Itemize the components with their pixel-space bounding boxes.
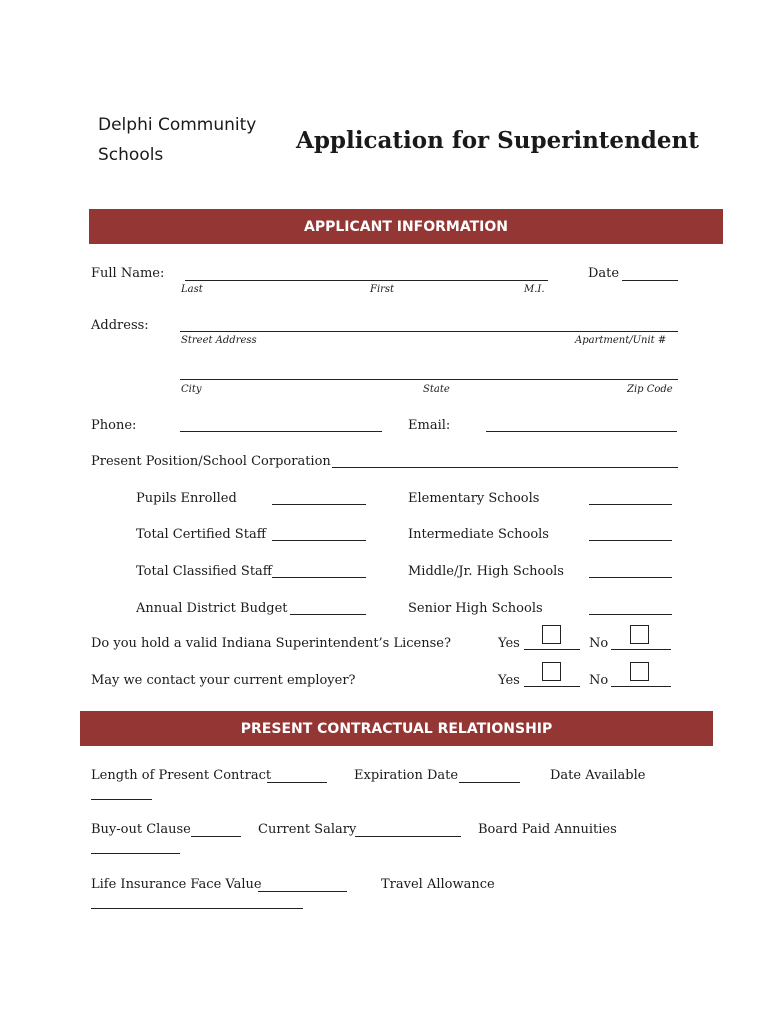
total-classified-staff-label: Total Classified Staff — [136, 564, 273, 579]
date-available-label: Date Available — [550, 768, 646, 783]
middle-initial-sublabel: M.I. — [524, 284, 545, 295]
phone-label: Phone: — [91, 418, 137, 433]
board-paid-annuities-label: Board Paid Annuities — [478, 822, 617, 837]
annual-district-budget-field[interactable] — [290, 614, 366, 615]
contact-employer-question: May we contact your current employer? — [91, 673, 356, 688]
license-no-checkbox[interactable] — [630, 625, 649, 644]
street-address-sublabel: Street Address — [181, 335, 257, 346]
state-sublabel: State — [423, 384, 450, 395]
buyout-clause-field[interactable] — [191, 836, 241, 837]
total-classified-staff-field[interactable] — [272, 577, 366, 578]
pupils-enrolled-field[interactable] — [272, 504, 366, 505]
travel-allowance-label: Travel Allowance — [381, 877, 495, 892]
current-salary-field[interactable] — [355, 836, 461, 837]
license-yes-checkbox[interactable] — [542, 625, 561, 644]
phone-field[interactable] — [180, 431, 382, 432]
annual-district-budget-label: Annual District Budget — [136, 601, 288, 616]
present-position-field[interactable] — [332, 467, 678, 468]
length-of-contract-label: Length of Present Contract — [91, 768, 272, 783]
buyout-clause-label: Buy-out Clause — [91, 822, 191, 837]
current-salary-label: Current Salary — [258, 822, 357, 837]
contact-no-line — [611, 686, 671, 687]
present-position-label: Present Position/School Corporation — [91, 454, 331, 469]
middle-high-schools-field[interactable] — [589, 577, 672, 578]
contact-yes-checkbox[interactable] — [542, 662, 561, 681]
senior-high-schools-field[interactable] — [589, 614, 672, 615]
license-no-label: No — [589, 636, 609, 651]
expiration-date-label: Expiration Date — [354, 768, 459, 783]
intermediate-schools-label: Intermediate Schools — [408, 527, 549, 542]
license-no-line — [611, 649, 671, 650]
address-label: Address: — [91, 318, 149, 333]
full-name-field[interactable] — [185, 280, 548, 281]
organization-name-line2: Schools — [98, 145, 164, 165]
life-insurance-field[interactable] — [258, 891, 347, 892]
last-name-sublabel: Last — [181, 284, 203, 295]
date-available-field[interactable] — [91, 799, 152, 800]
organization-name-line1: Delphi Community — [98, 115, 257, 135]
first-name-sublabel: First — [370, 284, 395, 295]
travel-allowance-field[interactable] — [91, 908, 303, 909]
contact-yes-line — [524, 686, 580, 687]
email-label: Email: — [408, 418, 451, 433]
zip-sublabel: Zip Code — [627, 384, 673, 395]
board-paid-annuities-field[interactable] — [91, 853, 180, 854]
license-yes-label: Yes — [498, 636, 520, 651]
full-name-label: Full Name: — [91, 266, 165, 281]
contact-no-label: No — [589, 673, 609, 688]
life-insurance-label: Life Insurance Face Value — [91, 877, 262, 892]
apartment-sublabel: Apartment/Unit # — [575, 335, 667, 346]
city-state-zip-field[interactable] — [180, 379, 678, 380]
length-of-contract-field[interactable] — [267, 782, 327, 783]
intermediate-schools-field[interactable] — [589, 540, 672, 541]
city-sublabel: City — [181, 384, 202, 395]
pupils-enrolled-label: Pupils Enrolled — [136, 491, 237, 506]
page-title: Application for Superintendent — [296, 127, 699, 154]
middle-high-schools-label: Middle/Jr. High Schools — [408, 564, 564, 579]
contact-no-checkbox[interactable] — [630, 662, 649, 681]
license-question: Do you hold a valid Indiana Superintendent’s License? — [91, 636, 451, 651]
applicant-information-banner: APPLICANT INFORMATION — [89, 209, 723, 244]
date-field[interactable] — [622, 280, 678, 281]
total-certified-staff-label: Total Certified Staff — [136, 527, 266, 542]
elementary-schools-field[interactable] — [589, 504, 672, 505]
present-contractual-relationship-banner: PRESENT CONTRACTUAL RELATIONSHIP — [80, 711, 713, 746]
email-field[interactable] — [486, 431, 677, 432]
street-address-field[interactable] — [180, 331, 678, 332]
license-yes-line — [524, 649, 580, 650]
contact-yes-label: Yes — [498, 673, 520, 688]
date-label: Date — [588, 266, 620, 281]
elementary-schools-label: Elementary Schools — [408, 491, 540, 506]
senior-high-schools-label: Senior High Schools — [408, 601, 543, 616]
total-certified-staff-field[interactable] — [272, 540, 366, 541]
expiration-date-field[interactable] — [459, 782, 520, 783]
